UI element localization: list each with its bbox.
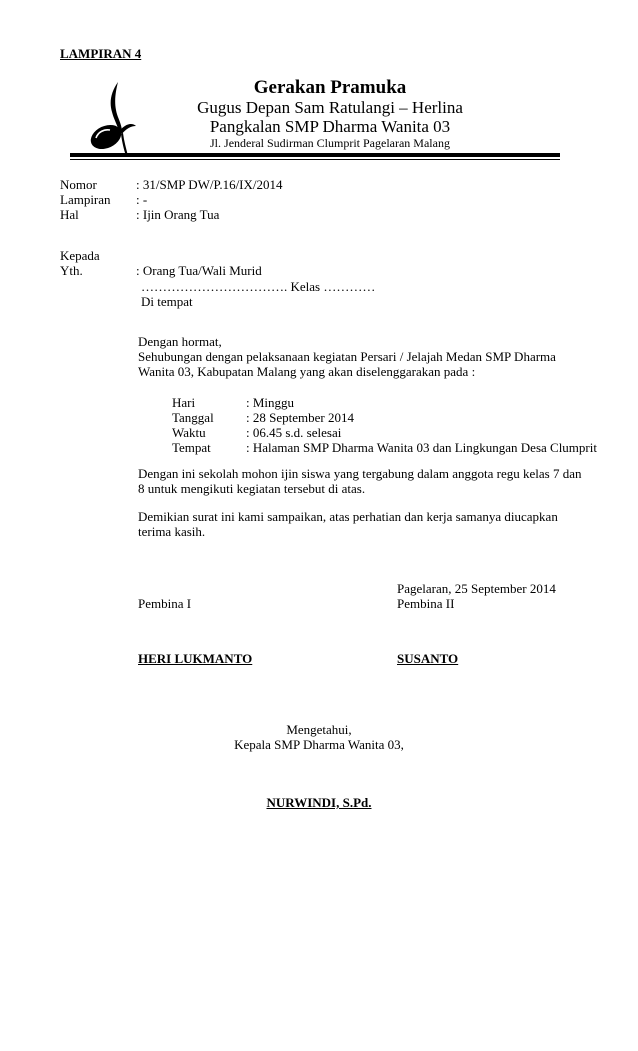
letterhead-address: Jl. Jenderal Sudirman Clumprit Pagelaran Malang (210, 136, 450, 150)
detail-value-tanggal: : 28 September 2014 (246, 410, 354, 425)
hal-value: : Ijin Orang Tua (136, 207, 220, 222)
request-paragraph: Dengan ini sekolah mohon ijin siswa yang tergabung dalam anggota regu kelas 7 dan 8 untuk mengikuti kegiatan tersebut di atas. (138, 466, 582, 496)
pembina1-title: Pembina I (138, 596, 192, 611)
detail-label-tanggal: Tanggal (172, 410, 214, 425)
detail-value-waktu: : 06.45 s.d. selesai (246, 425, 342, 440)
yth-value: : Orang Tua/Wali Murid (136, 263, 262, 278)
tunas-kelapa-icon (86, 80, 138, 156)
detail-label-waktu: Waktu (172, 425, 206, 440)
detail-value-hari: : Minggu (246, 395, 295, 410)
pembina2-name: SUSANTO (397, 651, 459, 666)
letterhead-line2: Pangkalan SMP Dharma Wanita 03 (209, 117, 451, 136)
yth-label: Yth. (60, 263, 83, 278)
letterhead-title: Gerakan Pramuka (253, 77, 407, 98)
pembina1-name: HERI LUKMANTO (138, 651, 253, 666)
detail-label-hari: Hari (172, 395, 196, 410)
letterhead-divider (70, 153, 560, 157)
greeting: Dengan hormat, (138, 334, 222, 349)
hal-label: Hal (60, 207, 79, 222)
attachment-label: LAMPIRAN 4 (60, 46, 142, 61)
lampiran-value: : - (136, 192, 148, 207)
recipient-place: Di tempat (141, 294, 193, 309)
nomor-value: : 31/SMP DW/P.16/IX/2014 (136, 177, 283, 192)
kepada-label: Kepada (60, 248, 100, 263)
recipient-name-line: ……………………………. Kelas ………… (141, 279, 376, 294)
head-name: NURWINDI, S.Pd. (266, 795, 372, 810)
letterhead-divider-thin (70, 159, 560, 160)
closing-paragraph: Demikian surat ini kami sampaikan, atas perhatian dan kerja samanya diucapkan terima kasih. (138, 509, 558, 539)
letterhead-line1: Gugus Depan Sam Ratulangi – Herlina (197, 98, 463, 117)
intro-paragraph: Sehubungan dengan pelaksanaan kegiatan Persari / Jelajah Medan SMP Dharma Wanita 03, Kabupatan Malang yang akan diselenggarakan pada : (138, 349, 556, 379)
place-date: Pagelaran, 25 September 2014 (397, 581, 556, 596)
nomor-label: Nomor (60, 177, 97, 192)
head-title: Kepala SMP Dharma Wanita 03, (234, 737, 404, 752)
lampiran-label: Lampiran (60, 192, 111, 207)
pembina2-title: Pembina II (397, 596, 455, 611)
acknowledge-label: Mengetahui, (286, 722, 352, 737)
detail-label-tempat: Tempat (172, 440, 211, 455)
detail-value-tempat: : Halaman SMP Dharma Wanita 03 dan Lingkungan Desa Clumprit (246, 440, 597, 455)
